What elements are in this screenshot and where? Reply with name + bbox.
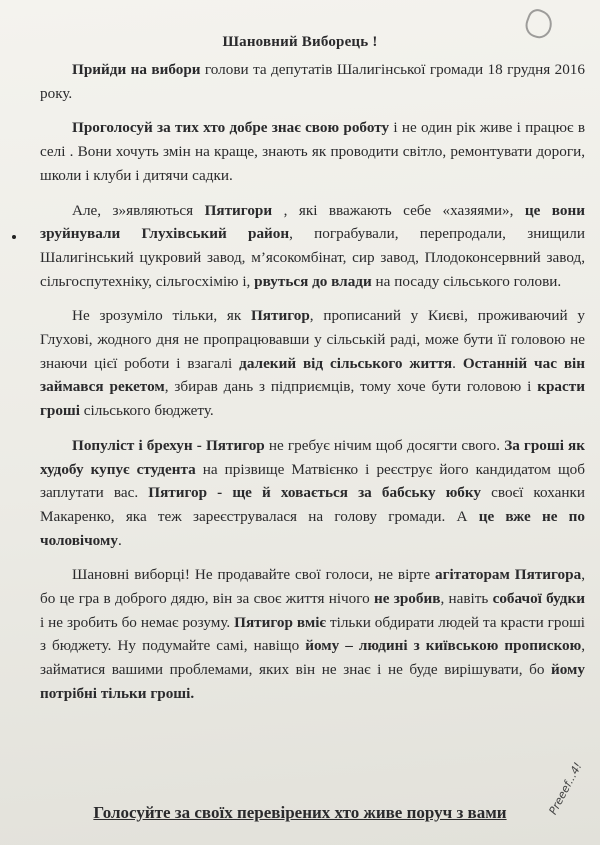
bold-run: йому – людині з київською пропискою	[305, 637, 582, 655]
text-run: своєї коханки Макаренко, яка теж зареєструвалася на голову громади. А	[40, 484, 586, 525]
bold-run: Прийди на вибори	[72, 61, 201, 78]
bold-run: рвуться до влади	[254, 272, 372, 290]
text-run: , збирав дань з підприємців, тому хоче бути головою і	[164, 378, 538, 396]
text-run: на посаду сільського голови.	[371, 272, 562, 290]
paragraph	[40, 563, 585, 705]
bold-run: йому потрібні тільки гроші.	[40, 661, 585, 702]
text-run: на прізвище Матвієнко і реєструє його кандидатом щоб заплутати вас.	[40, 460, 585, 502]
text-run: Шановні виборці! Не продавайте свої голоси, не вірте	[72, 566, 436, 584]
bold-run: Останній час він займався рекетом	[40, 354, 586, 396]
text-run: і не зробить бо немає розуму.	[40, 613, 235, 631]
bold-run: Пятигори	[204, 201, 273, 219]
text-run: , навіть	[440, 590, 493, 608]
text-run: , бо це гра в доброго дядю, він за своє життя нічого	[40, 566, 585, 608]
paragraph	[40, 58, 585, 105]
bold-run: собачої будки	[492, 590, 585, 608]
ink-dot	[12, 235, 16, 239]
bold-run: Популіст і брехун - Пятигор	[72, 436, 265, 454]
paragraph	[40, 304, 585, 423]
paragraph	[40, 434, 585, 553]
text-run: , які вважають себе «хазяями»,	[272, 201, 525, 219]
page-title: Шановний Виборець !	[222, 34, 378, 50]
text-run: тільки обдирати людей та красти гроші з бюджету. Ну подумайте самі, навіщо	[40, 613, 585, 655]
bold-run: це вони зруйнували Глухівський район	[40, 201, 586, 243]
text-run: Але, з»являються	[72, 201, 205, 219]
text-run: , пограбували, перепродали, знищили Шалигінський цукровий завод, м’ясокомбінат, сир завод, Плодоконсервний завод, сільгоспутехніку, сільгосхімію і,	[40, 225, 585, 290]
closing-slogan: Голосуйте за своїх перевірених хто живе поруч з вами	[93, 803, 507, 822]
text-run: Не зрозуміло тільки, як	[72, 307, 251, 325]
paragraph	[40, 116, 585, 187]
handwritten-note: Preeef...4!	[546, 760, 585, 817]
bold-run: За гроші як худобу купує студента	[40, 436, 586, 478]
bold-run: агітаторам Пятигора	[435, 566, 582, 584]
text-run: сільського бюджету.	[79, 402, 214, 420]
paragraph	[40, 199, 585, 294]
text-run: .	[452, 354, 463, 372]
bold-run: красти гроші	[40, 378, 585, 420]
bold-run: далекий від сільського життя	[239, 354, 453, 372]
bold-run: не зробив	[373, 590, 441, 608]
text-run: не гребує нічим щоб досягти свого.	[264, 436, 505, 454]
bold-run: Пятигор	[250, 307, 310, 325]
bold-run: Пятигор вміє	[234, 613, 326, 631]
text-run: і не один рік живе і працює в селі . Вони хочуть змін на краще, знають як проводити світло, ремонтувати дороги, школи і клуби і дитячи садки.	[40, 119, 585, 184]
bold-run: Проголосуй за тих хто добре знає свою роботу	[72, 119, 390, 137]
text-run: , займатися вашими проблемами, яких він не знає і не буде вирішувати, бо	[40, 637, 585, 679]
bold-run: це вже не по чоловічому	[40, 507, 585, 549]
leaflet-body	[40, 58, 585, 717]
text-run: голови та депутатів Шалигінської громади 18 грудня 2016 року.	[40, 61, 585, 102]
text-run: , прописаний у Києві, проживаючий у Глухові, жодного дня не пропрацювавши у сільській раді, може бути її головою не знаючи цієї роботи і взагалі	[40, 307, 585, 372]
text-run: .	[117, 531, 122, 549]
bold-run: Пятигор - ще й ховається за бабську юбку	[148, 484, 482, 502]
